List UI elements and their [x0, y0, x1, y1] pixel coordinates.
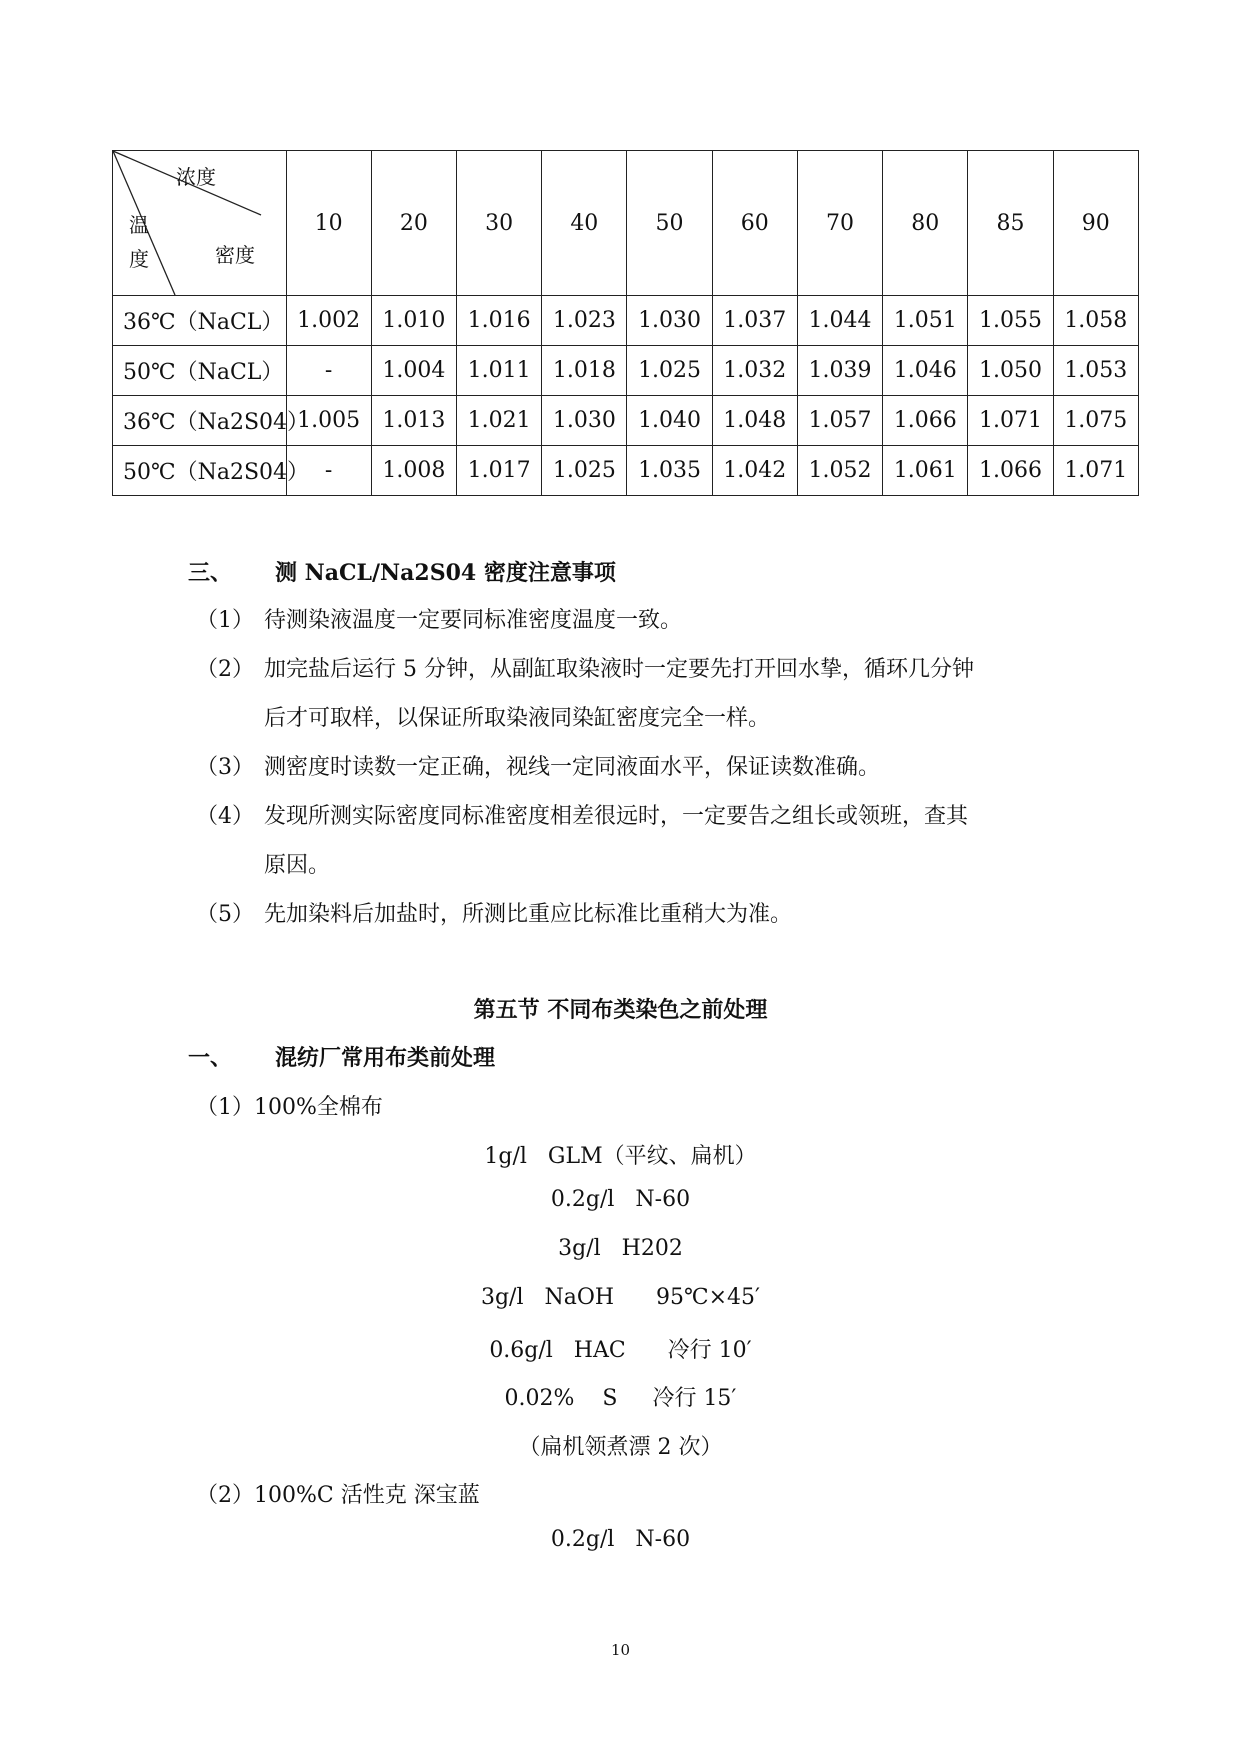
column-header: 60 — [712, 151, 797, 296]
list-item-number: （1） — [196, 608, 254, 633]
table-cell: 1.040 — [627, 396, 712, 446]
item-1-label: （1）100%全棉布 — [196, 1095, 383, 1120]
table-cell: 1.013 — [371, 396, 456, 446]
corner-top-label: 浓度 — [176, 165, 216, 189]
column-header: 80 — [883, 151, 968, 296]
table-cell: 1.023 — [542, 296, 627, 346]
table-cell: 1.017 — [456, 446, 541, 496]
table-cell: 1.037 — [712, 296, 797, 346]
table-cell: 1.055 — [968, 296, 1053, 346]
section-3-number: 三、 — [188, 560, 233, 586]
list-item-continuation: 后才可取样，以保证所取染液同染缸密度完全一样。 — [264, 706, 771, 731]
subsection-1-number: 一、 — [188, 1045, 233, 1071]
table-cell: 1.071 — [968, 396, 1053, 446]
list-item-text: 发现所测实际密度同标准密度相差很远时，一定要告之组长或领班，查其 — [264, 804, 969, 829]
table-row — [113, 296, 1139, 346]
table-header-row — [113, 151, 1139, 296]
table-cell: 1.071 — [1053, 446, 1138, 496]
table-cell: - — [286, 346, 371, 396]
table-cell: 1.025 — [627, 346, 712, 396]
corner-bottom-label: 密度 — [215, 243, 255, 267]
table-cell: 1.018 — [542, 346, 627, 396]
list-item-text: 待测染液温度一定要同标准密度温度一致。 — [264, 608, 683, 633]
table-cell: 1.011 — [456, 346, 541, 396]
list-item-text: 加完盐后运行 5 分钟，从副缸取染液时一定要先打开回水挚，循环几分钟 — [264, 657, 974, 682]
recipe-line: 0.2g/l N-60 — [550, 1527, 691, 1552]
list-item-text: 测密度时读数一定正确，视线一定同液面水平，保证读数准确。 — [264, 755, 881, 780]
table-cell: 1.010 — [371, 296, 456, 346]
table-cell: 1.046 — [883, 346, 968, 396]
recipe-line: 3g/l NaOH 95℃×45′ — [480, 1285, 761, 1310]
table-cell: 1.050 — [968, 346, 1053, 396]
list-item-text: 先加染料后加盐时，所测比重应比标准比重稍大为准。 — [264, 902, 793, 927]
table-corner-cell — [113, 151, 287, 296]
section-3-title: 测 NaCL/Na2S04 密度注意事项 — [275, 560, 616, 586]
row-label: 50℃（Na2S04） — [113, 446, 287, 496]
list-item-number: （4） — [196, 804, 254, 829]
table-cell: 1.048 — [712, 396, 797, 446]
section-5-title: 第五节 不同布类染色之前处理 — [473, 997, 768, 1023]
column-header: 10 — [286, 151, 371, 296]
table-cell: 1.004 — [371, 346, 456, 396]
column-header: 20 — [371, 151, 456, 296]
recipe-line: 0.02% S 冷行 15′ — [504, 1386, 737, 1411]
table-cell: 1.032 — [712, 346, 797, 396]
column-header: 40 — [542, 151, 627, 296]
table-cell: 1.052 — [797, 446, 882, 496]
table-cell: 1.035 — [627, 446, 712, 496]
row-label: 50℃（NaCL） — [113, 346, 287, 396]
item-2-label: （2）100%C 活性克 深宝蓝 — [196, 1483, 480, 1508]
column-header: 85 — [968, 151, 1053, 296]
recipe-line: 3g/l H202 — [558, 1236, 683, 1261]
page-number: 10 — [610, 1641, 631, 1659]
table-cell: 1.025 — [542, 446, 627, 496]
table-cell: 1.066 — [883, 396, 968, 446]
recipe-line: 0.6g/l HAC 冷行 10′ — [489, 1338, 752, 1363]
row-label: 36℃（NaCL） — [113, 296, 287, 346]
table-row — [113, 446, 1139, 496]
table-cell: - — [286, 446, 371, 496]
table-cell: 1.058 — [1053, 296, 1138, 346]
density-table — [112, 150, 1139, 496]
table-row — [113, 346, 1139, 396]
list-item-number: （5） — [196, 902, 254, 927]
table-row — [113, 396, 1139, 446]
list-item-continuation: 原因。 — [264, 853, 331, 878]
table-cell: 1.030 — [542, 396, 627, 446]
table-cell: 1.030 — [627, 296, 712, 346]
table-cell: 1.075 — [1053, 396, 1138, 446]
table-cell: 1.051 — [883, 296, 968, 346]
table-cell: 1.044 — [797, 296, 882, 346]
recipe-line: 1g/l GLM（平纹、扁机） — [484, 1144, 757, 1169]
column-header: 50 — [627, 151, 712, 296]
table-cell: 1.057 — [797, 396, 882, 446]
table-cell: 1.042 — [712, 446, 797, 496]
table-cell: 1.039 — [797, 346, 882, 396]
column-header: 70 — [797, 151, 882, 296]
column-header: 90 — [1053, 151, 1138, 296]
table-cell: 1.002 — [286, 296, 371, 346]
list-item-number: （3） — [196, 755, 254, 780]
row-label: 36℃（Na2S04） — [113, 396, 287, 446]
table-cell: 1.021 — [456, 396, 541, 446]
recipe-note: （扁机领煮漂 2 次） — [518, 1435, 723, 1460]
table-cell: 1.061 — [883, 446, 968, 496]
list-item-number: （2） — [196, 657, 254, 682]
table-cell: 1.008 — [371, 446, 456, 496]
column-header: 30 — [456, 151, 541, 296]
table-cell: 1.066 — [968, 446, 1053, 496]
table-cell: 1.005 — [286, 396, 371, 446]
corner-left-label-2: 度 — [129, 247, 149, 271]
corner-left-label-1: 温 — [129, 213, 149, 237]
subsection-1-title: 混纺厂常用布类前处理 — [275, 1045, 496, 1071]
table-cell: 1.016 — [456, 296, 541, 346]
recipe-line: 0.2g/l N-60 — [550, 1187, 691, 1212]
table-cell: 1.053 — [1053, 346, 1138, 396]
